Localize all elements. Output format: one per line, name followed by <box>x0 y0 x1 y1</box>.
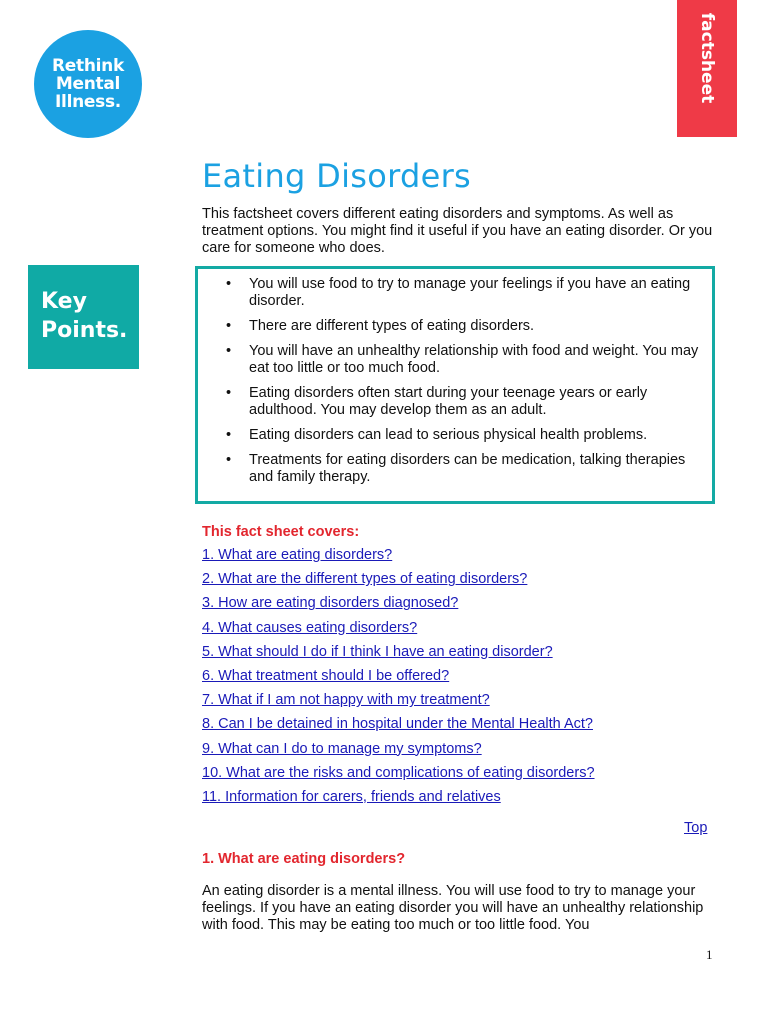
key-point-text: Eating disorders can lead to serious physical health problems. <box>249 427 648 443</box>
toc-link-2[interactable]: 2. What are the different types of eating disorders? <box>202 571 528 588</box>
intro-paragraph: This factsheet covers different eating disorders and symptoms. As well as treatment options. You might find it useful if you have an eating disorder. Or you care for someone who does. <box>202 206 713 256</box>
key-points-badge <box>28 265 139 369</box>
toc-item <box>202 644 595 668</box>
key-point-item <box>198 343 712 377</box>
key-point-item <box>198 318 712 335</box>
toc-item <box>202 741 595 765</box>
toc-link-5[interactable]: 5. What should I do if I think I have an eating disorder? <box>202 643 553 660</box>
logo-line: Illness. <box>55 92 121 112</box>
toc-item <box>202 668 595 692</box>
section-1-body: An eating disorder is a mental illness. You will use food to try to manage your feelings. If you have an eating disorder you will have an unhealthy relationship with food. This may be eating too much or too little food. You <box>202 883 704 933</box>
key-point-text: You will use food to try to manage your feelings if you have an eating disorder. <box>249 276 691 309</box>
toc-item <box>202 571 595 595</box>
logo-line: Mental <box>55 74 121 94</box>
toc-item <box>202 716 595 740</box>
toc-link-8[interactable]: 8. Can I be detained in hospital under the Mental Health Act? <box>202 716 593 733</box>
logo-line: Rethink <box>52 56 124 76</box>
key-point-item <box>198 452 712 486</box>
toc-item <box>202 789 595 813</box>
key-point-text: You will have an unhealthy relationship with food and weight. You may eat too little or too much food. <box>249 343 699 376</box>
key-point-text: There are different types of eating disorders. <box>249 318 535 334</box>
bullet-icon: • <box>226 427 232 443</box>
toc-link-1[interactable]: 1. What are eating disorders? <box>202 547 393 563</box>
toc-item <box>202 595 595 619</box>
table-of-contents <box>202 547 595 813</box>
toc-item <box>202 692 595 716</box>
toc-item <box>202 620 595 644</box>
toc-link-4[interactable]: 4. What causes eating disorders? <box>202 619 418 636</box>
key-point-item <box>198 276 712 310</box>
page-title: Eating Disorders <box>202 157 472 195</box>
key-point-item <box>198 427 712 444</box>
covers-heading: This fact sheet covers: <box>202 524 360 540</box>
bullet-icon: • <box>226 318 232 334</box>
bullet-icon: • <box>226 343 232 359</box>
key-points-list <box>198 269 712 486</box>
top-link[interactable]: Top <box>684 820 708 836</box>
toc-link-10[interactable]: 10. What are the risks and complications of eating disorders? <box>202 764 595 781</box>
toc-link-3[interactable]: 3. How are eating disorders diagnosed? <box>202 595 459 612</box>
key-point-text: Eating disorders often start during your teenage years or early adulthood. You may develop them as an adult. <box>249 385 648 418</box>
key-points-badge-line: Key <box>41 289 87 314</box>
toc-item <box>202 547 595 571</box>
key-point-item <box>198 385 712 419</box>
bullet-icon: • <box>226 276 232 292</box>
key-points-badge-line: Points. <box>41 318 128 343</box>
toc-link-7[interactable]: 7. What if I am not happy with my treatment? <box>202 692 490 709</box>
toc-link-6[interactable]: 6. What treatment should I be offered? <box>202 667 450 684</box>
toc-item <box>202 765 595 789</box>
toc-link-11[interactable]: 11. Information for carers, friends and relatives <box>202 788 501 805</box>
page-number: 1 <box>706 947 713 962</box>
bullet-icon: • <box>226 385 232 401</box>
key-points-box <box>195 266 715 504</box>
section-1-heading: 1. What are eating disorders? <box>202 851 406 867</box>
rethink-logo <box>34 30 142 138</box>
bullet-icon: • <box>226 452 232 468</box>
factsheet-tab <box>677 0 737 137</box>
toc-link-9[interactable]: 9. What can I do to manage my symptoms? <box>202 740 482 757</box>
key-point-text: Treatments for eating disorders can be medication, talking therapies and family therapy. <box>249 452 686 485</box>
factsheet-tab-label: factsheet <box>697 12 717 104</box>
